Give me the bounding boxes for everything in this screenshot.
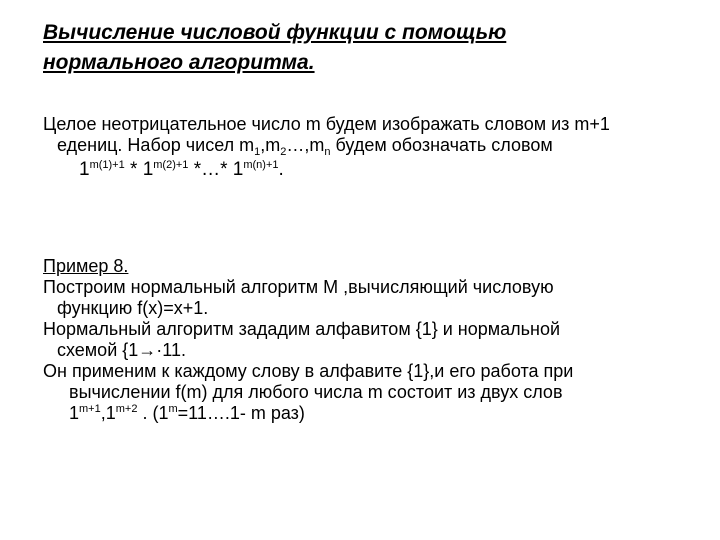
text-fragment: 1 (142, 159, 154, 180)
text-fragment: ,1 (100, 403, 116, 423)
example-line-7 (43, 403, 693, 424)
text-fragment: ,m (260, 135, 281, 155)
example-section (43, 256, 693, 424)
text-fragment: 1 (79, 159, 90, 180)
example-line-2: функцию f(x)=x+1. (57, 298, 209, 318)
definition-line-1: Целое неотрицательное число m будем изображать словом из m+1 (43, 114, 610, 134)
title-line-2: нормального алгоритма. (43, 51, 315, 74)
subscript: n (324, 146, 331, 158)
definition-line-2 (43, 135, 693, 156)
text-fragment: 1 (69, 403, 80, 423)
example-line-6: вычислении f(m) для любого числа m состоит из двух слов (69, 382, 563, 402)
superscript: m(n)+1 (243, 159, 279, 171)
text-fragment: *…* (188, 159, 233, 180)
superscript: m+1 (79, 403, 101, 415)
text-fragment: 1 (232, 159, 244, 180)
subscript: 1 (254, 146, 261, 158)
page-title (43, 18, 683, 78)
example-line-1: Построим нормальный алгоритм M ,вычисляющий числовую (43, 277, 554, 297)
text-fragment: . (1 (137, 403, 169, 423)
text-fragment: . (278, 159, 284, 180)
example-line-5: Он применим к каждому слову в алфавите {1},и его работа при (43, 361, 574, 381)
text-fragment: …,m (286, 135, 325, 155)
superscript: m+2 (115, 403, 138, 415)
example-heading: Пример 8. (43, 256, 129, 276)
superscript: m (168, 403, 178, 415)
superscript: m(2)+1 (153, 159, 189, 171)
example-line-4: схемой {1→·11. (57, 340, 186, 360)
definition-paragraph (43, 114, 693, 180)
subscript: 2 (280, 146, 287, 158)
title-line-1: Вычисление числовой функции с помощью (43, 21, 507, 44)
superscript: m(1)+1 (89, 159, 125, 171)
text-fragment: * (124, 159, 143, 180)
text-fragment: едениц. Набор чисел m (57, 135, 255, 155)
example-line-3: Нормальный алгоритм зададим алфавитом {1} и нормальной (43, 319, 561, 339)
word-formula (43, 159, 693, 180)
text-fragment: будем обозначать словом (330, 135, 553, 155)
text-fragment: =11….1- m раз) (177, 403, 305, 423)
